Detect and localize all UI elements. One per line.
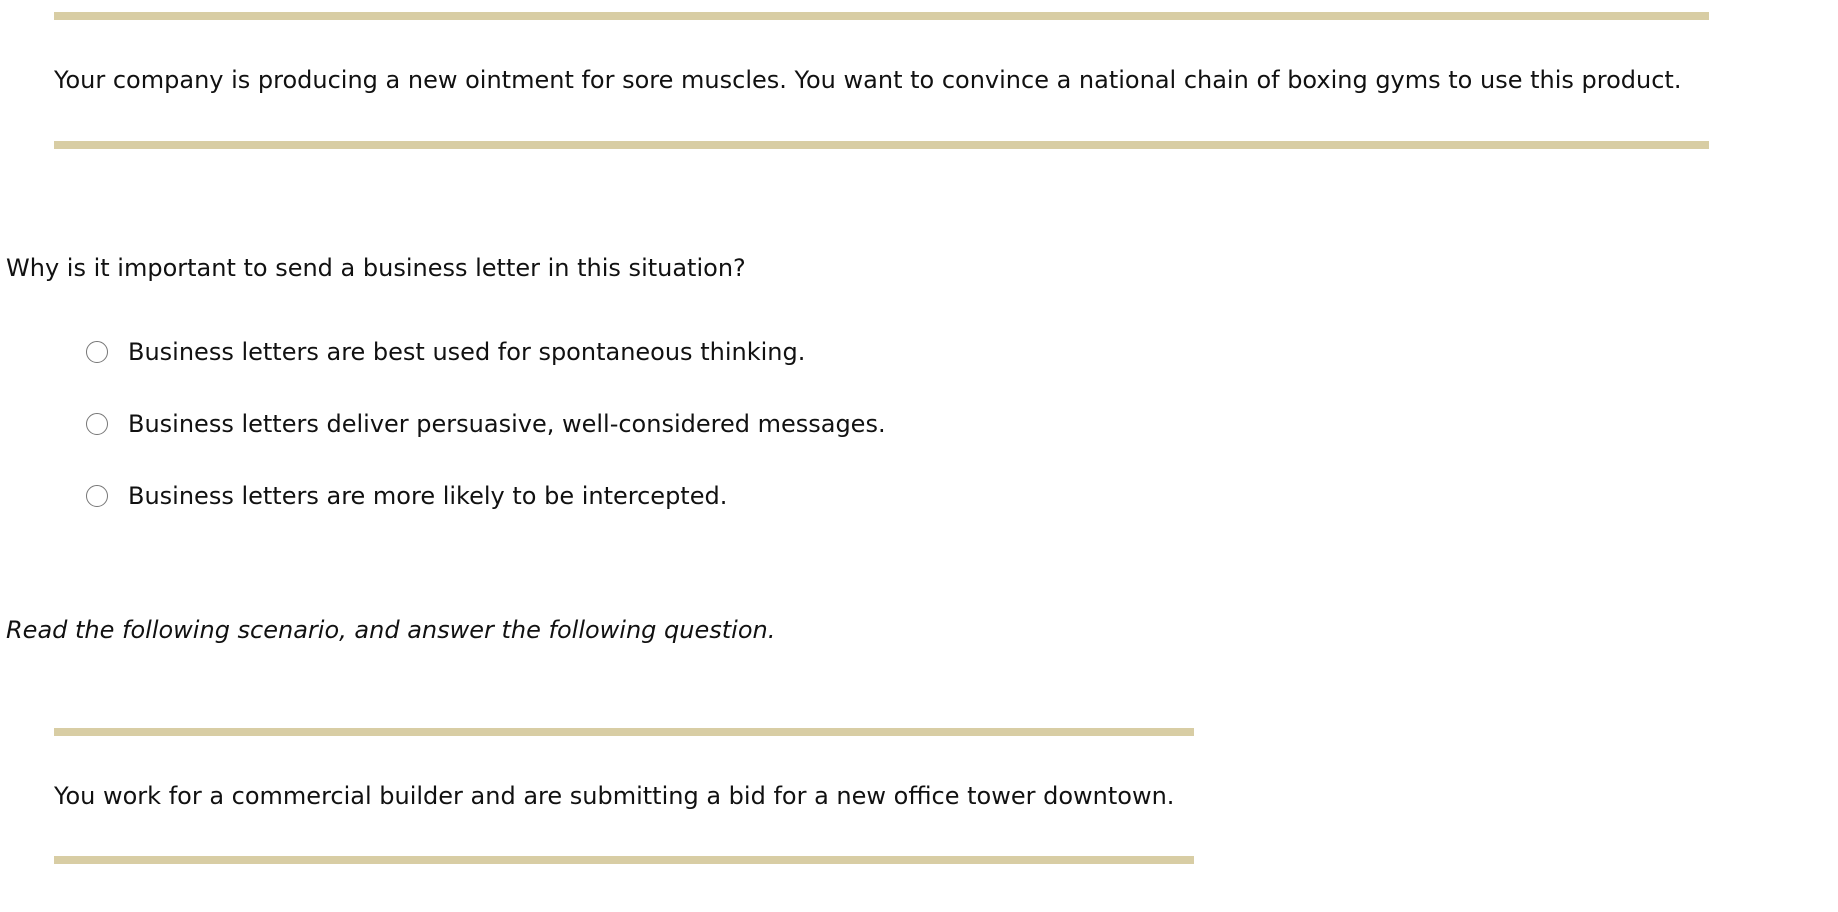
radio-button-2[interactable] [86, 413, 108, 435]
radio-button-1[interactable] [86, 341, 108, 363]
instruction-text: Read the following scenario, and answer the following question. [6, 616, 776, 644]
scenario-1-text: Your company is producing a new ointment for sore muscles. You want to convince a national chain of boxing gyms to use this product. [54, 66, 1682, 94]
answer-option-2[interactable] [86, 407, 886, 441]
scenario-2-bottom-rule [54, 856, 1194, 864]
scenario-2-text: You work for a commercial builder and are submitting a bid for a new office tower downtown. [54, 782, 1175, 810]
answer-option-3-label: Business letters are more likely to be intercepted. [128, 482, 728, 510]
scenario-2-top-rule [54, 728, 1194, 736]
answer-option-1-label: Business letters are best used for spontaneous thinking. [128, 338, 806, 366]
scenario-1-bottom-rule [54, 141, 1709, 149]
question-prompt: Why is it important to send a business letter in this situation? [6, 254, 746, 282]
scenario-1-top-rule [54, 12, 1709, 20]
answer-option-3[interactable] [86, 479, 727, 513]
radio-button-3[interactable] [86, 485, 108, 507]
answer-option-2-label: Business letters deliver persuasive, well-considered messages. [128, 410, 886, 438]
answer-option-1[interactable] [86, 335, 805, 369]
